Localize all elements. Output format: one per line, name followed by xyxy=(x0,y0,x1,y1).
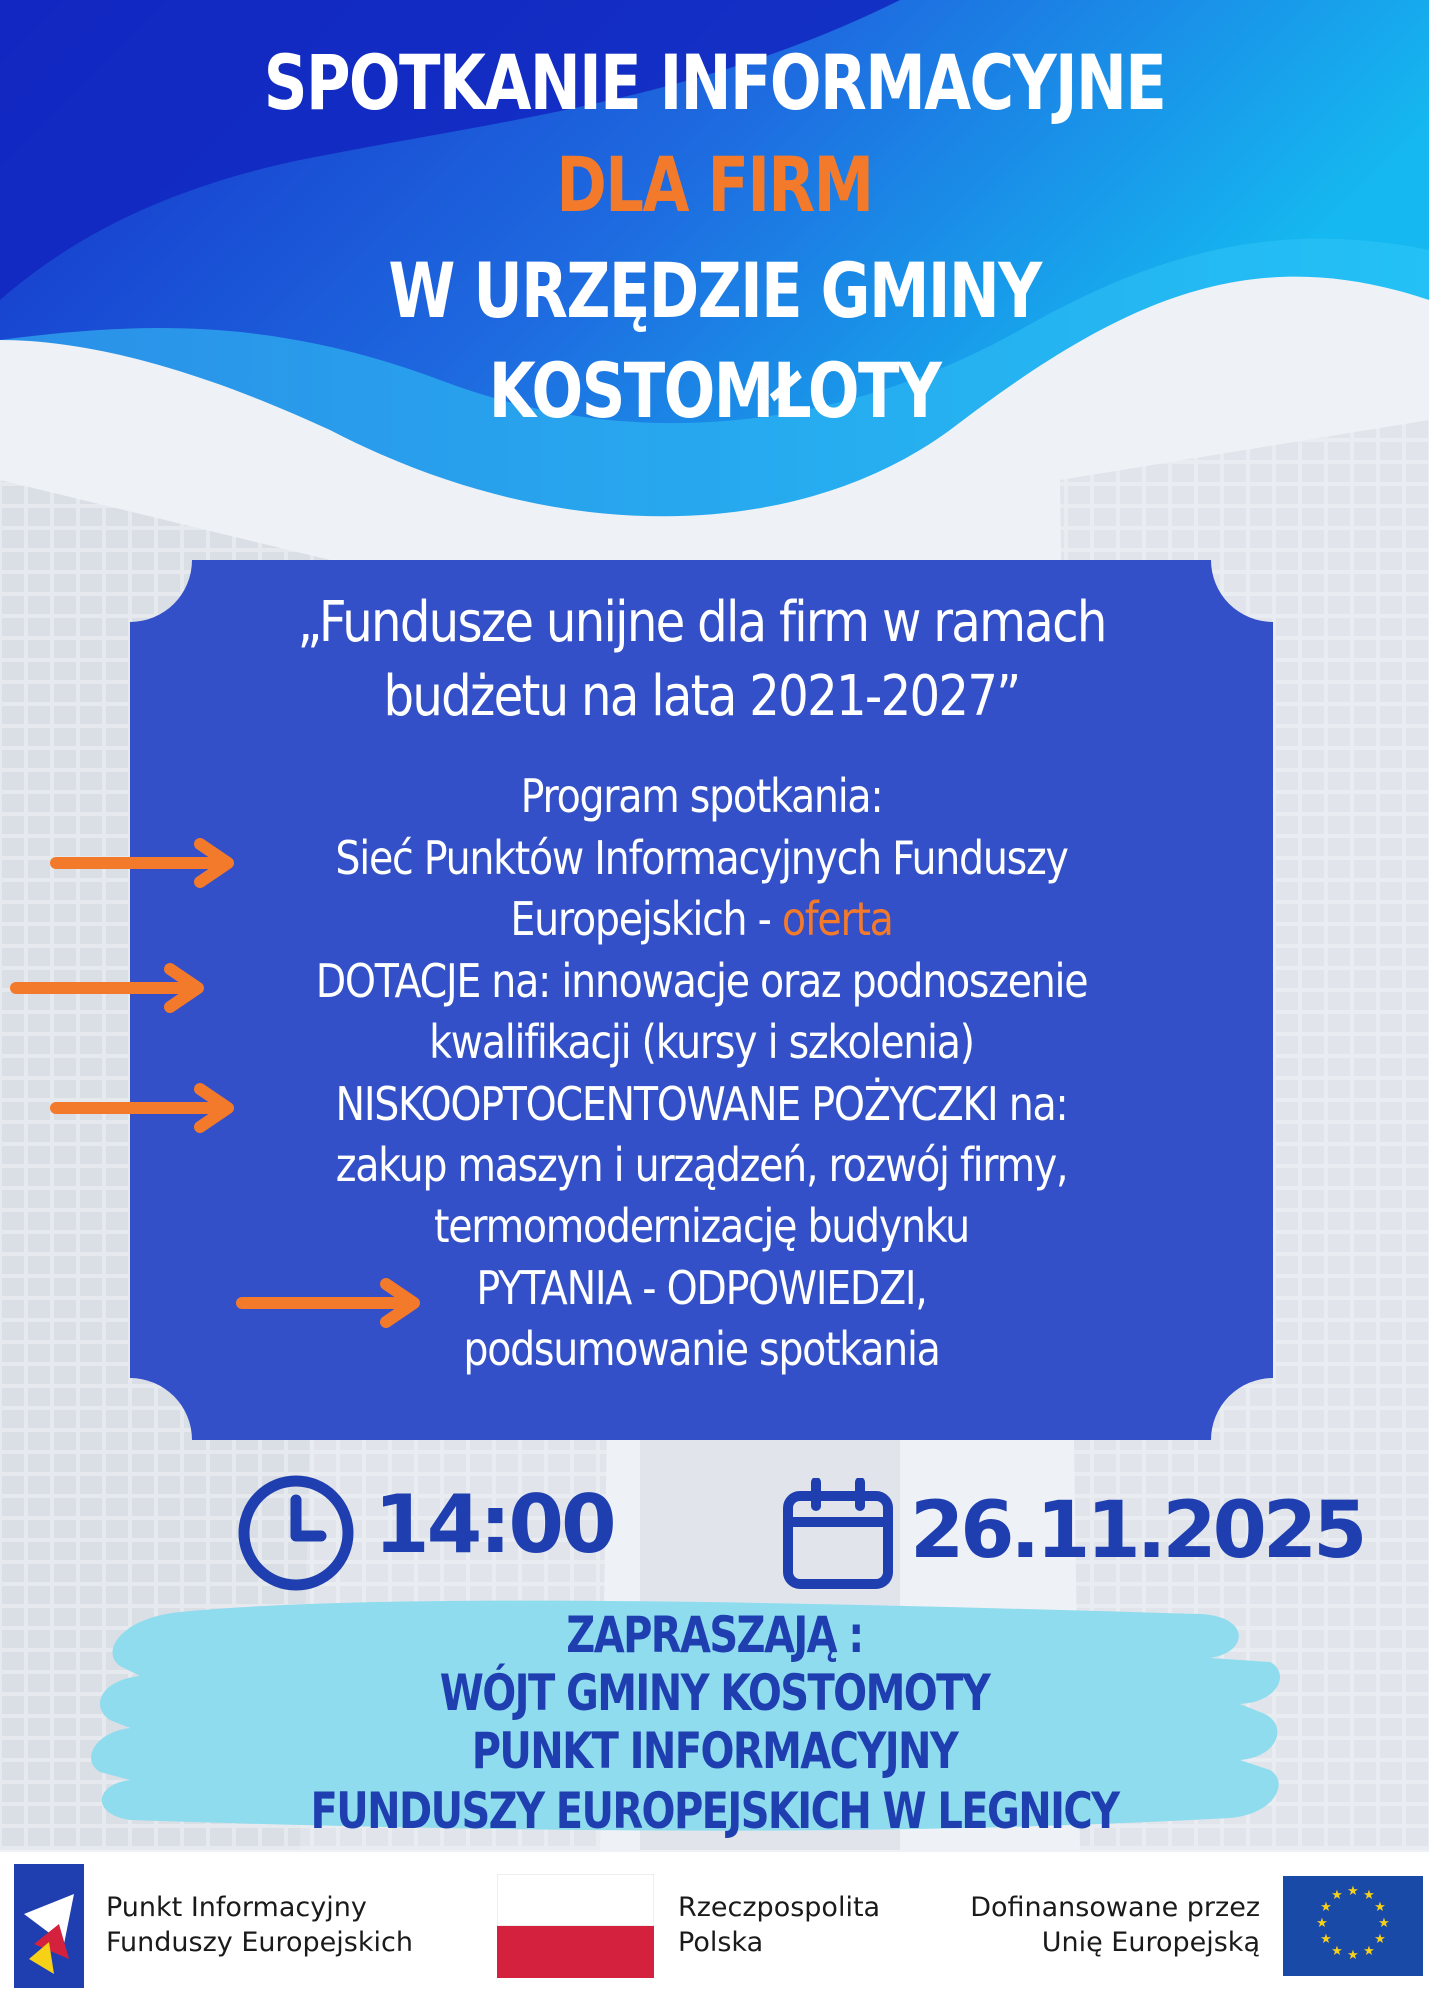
svg-text:★: ★ xyxy=(1320,1932,1332,1947)
item3-line1: NISKOOPTOCENTOWANE POŻYCZKI na: xyxy=(335,1077,1068,1131)
pife-text xyxy=(106,1890,413,1960)
eu-line-2: Unię Europejską xyxy=(1041,1927,1260,1958)
item1-accent: oferta xyxy=(781,892,893,946)
footer-logos xyxy=(0,1852,1429,2000)
arrow-icon xyxy=(50,1083,240,1133)
quote-line-1: „Fundusze unijne dla firm w ramach xyxy=(297,590,1106,655)
item2-line1: DOTACJE na: innowacje oraz podnoszenie xyxy=(315,954,1088,1008)
svg-text:★: ★ xyxy=(1363,1944,1375,1959)
rp-line-1: Rzeczpospolita xyxy=(678,1892,881,1923)
title-line-2: DLA FIRM xyxy=(556,140,873,229)
calendar-icon xyxy=(782,1478,894,1590)
title-line-3: W URZĘDZIE GMINY xyxy=(388,246,1041,335)
clock-icon xyxy=(237,1474,355,1592)
item4-line2: podsumowanie spotkania xyxy=(463,1322,940,1376)
svg-text:★: ★ xyxy=(1347,1948,1359,1963)
event-date: 26.11.2025 xyxy=(910,1486,1364,1576)
pife-line-1: Punkt Informacyjny xyxy=(106,1892,367,1923)
pife-logo xyxy=(14,1864,84,1988)
pife-line-2: Funduszy Europejskich xyxy=(106,1927,413,1958)
item3-line2: zakup maszyn i urządzeń, rozwój firmy, xyxy=(335,1138,1068,1192)
invite-line-1: ZAPRASZAJĄ : xyxy=(566,1606,863,1664)
svg-text:★: ★ xyxy=(1374,1932,1386,1947)
arrow-icon xyxy=(236,1278,426,1328)
arrow-icon xyxy=(10,963,210,1013)
svg-text:★: ★ xyxy=(1331,1888,1343,1903)
eu-line-1: Dofinansowane przez xyxy=(970,1892,1260,1923)
poland-flag xyxy=(497,1874,654,1978)
item2-line2: kwalifikacji (kursy i szkolenia) xyxy=(429,1015,974,1069)
item1-line1: Sieć Punktów Informacyjnych Funduszy xyxy=(335,831,1068,885)
item1-prefix: Europejskich - xyxy=(510,892,782,946)
event-time: 14:00 xyxy=(374,1478,614,1571)
svg-text:★: ★ xyxy=(1374,1900,1386,1915)
rp-text xyxy=(678,1890,880,1960)
item3-line3: termomodernizację budynku xyxy=(434,1199,969,1253)
title-line-4: KOSTOMŁOTY xyxy=(488,346,941,435)
svg-text:★: ★ xyxy=(1378,1916,1390,1931)
invite-line-4: FUNDUSZY EUROPEJSKICH W LEGNICY xyxy=(310,1782,1119,1840)
quote-line-2: budżetu na lata 2021-2027” xyxy=(383,664,1020,729)
svg-text:★: ★ xyxy=(1347,1884,1359,1899)
item4-line1: PYTANIA - ODPOWIEDZI, xyxy=(476,1261,927,1315)
title-line-1: SPOTKANIE INFORMACYJNE xyxy=(263,38,1166,127)
svg-text:★: ★ xyxy=(1316,1916,1328,1931)
invite-line-3: PUNKT INFORMACYJNY xyxy=(471,1722,958,1780)
svg-text:★: ★ xyxy=(1320,1900,1332,1915)
invite-line-2: WÓJT GMINY KOSTOMOTY xyxy=(439,1664,990,1722)
item1-line2 xyxy=(210,889,1193,950)
rp-line-2: Polska xyxy=(678,1927,764,1958)
svg-text:★: ★ xyxy=(1363,1888,1375,1903)
arrow-icon xyxy=(50,838,240,888)
quote-heading xyxy=(210,586,1193,734)
program-heading: Program spotkania: xyxy=(520,769,883,823)
eu-text xyxy=(955,1890,1260,1960)
eu-flag xyxy=(1283,1876,1423,1976)
svg-text:★: ★ xyxy=(1331,1944,1343,1959)
